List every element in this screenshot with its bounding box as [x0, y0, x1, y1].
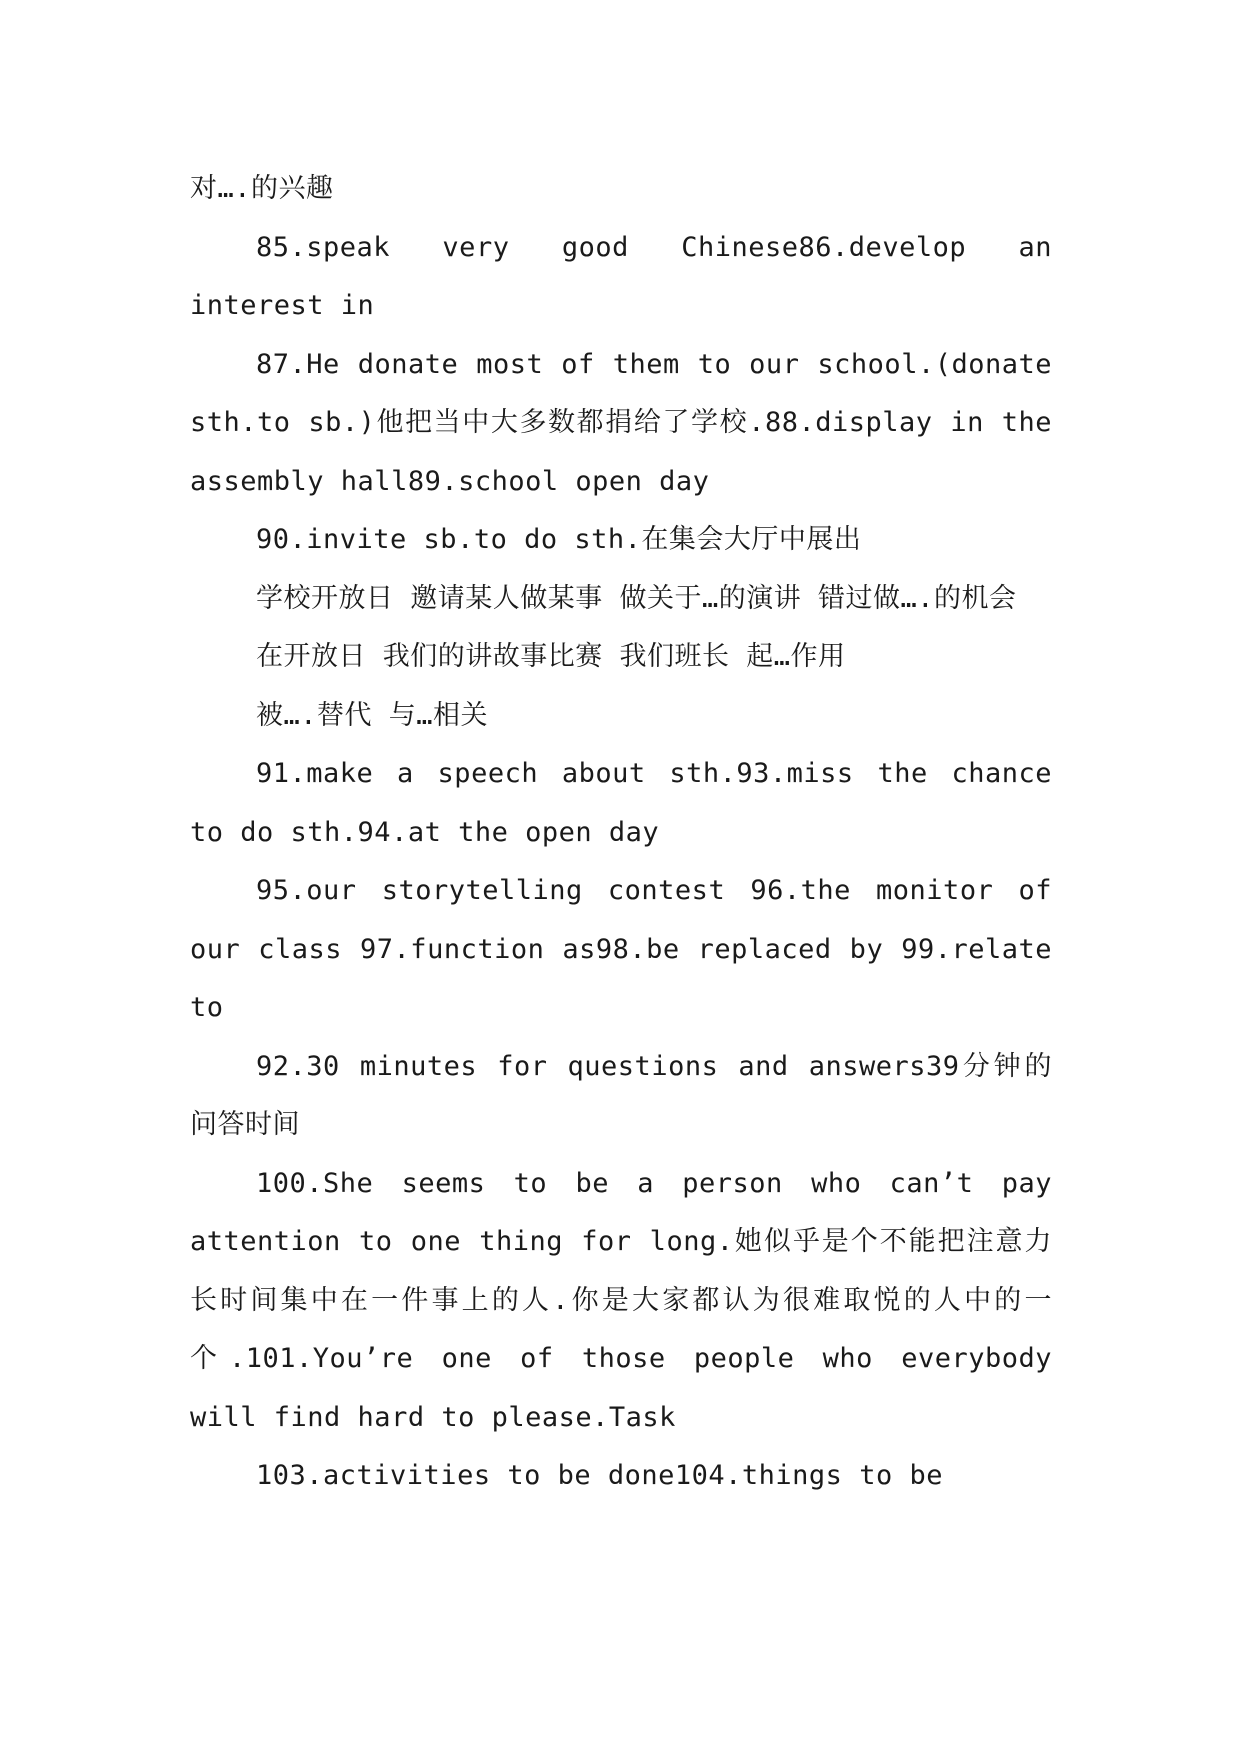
document-body [190, 160, 1052, 1506]
paragraph-chinese-terms-1: 学校开放日 邀请某人做某事 做关于…的演讲 错过做….的机会 [256, 582, 1017, 614]
paragraph-100-101: 100.She seems to be a person who can’t pay attention to one thing for long.她似乎是个不能把注意力长时间集中在一件事上的人.你是大家都认为很难取悦的人中的一个.101.You’re one of those people who everybody will find hard to please.Task [190, 1167, 1052, 1433]
paragraph-103-104: 103.activities to be done104.things to be [256, 1460, 943, 1491]
paragraph-85-86: 85.speak very good Chinese86.develop an interest in [190, 231, 1052, 321]
paragraph-chinese-terms-2: 在开放日 我们的讲故事比赛 我们班长 起…作用 [256, 641, 846, 672]
paragraph-continuation: 对….的兴趣 [190, 173, 334, 204]
paragraph-87-89: 87.He donate most of them to our school.(donate sth.to sb.)他把当中大多数都捐给了学校.88.display in the assembly hall89.school open day [190, 348, 1052, 497]
paragraph-92: 92.30 minutes for questions and answers39分钟的问答时间 [190, 1050, 1052, 1140]
paragraph-91-94: 91.make a speech about sth.93.miss the chance to do sth.94.at the open day [190, 758, 1052, 848]
paragraph-95-99: 95.our storytelling contest 96.the monitor of our class 97.function as98.be replaced by 99.relate to [190, 875, 1052, 1023]
paragraph-90: 90.invite sb.to do sth.在集会大厅中展出 [256, 524, 862, 555]
paragraph-chinese-terms-3: 被….替代 与…相关 [256, 699, 489, 731]
